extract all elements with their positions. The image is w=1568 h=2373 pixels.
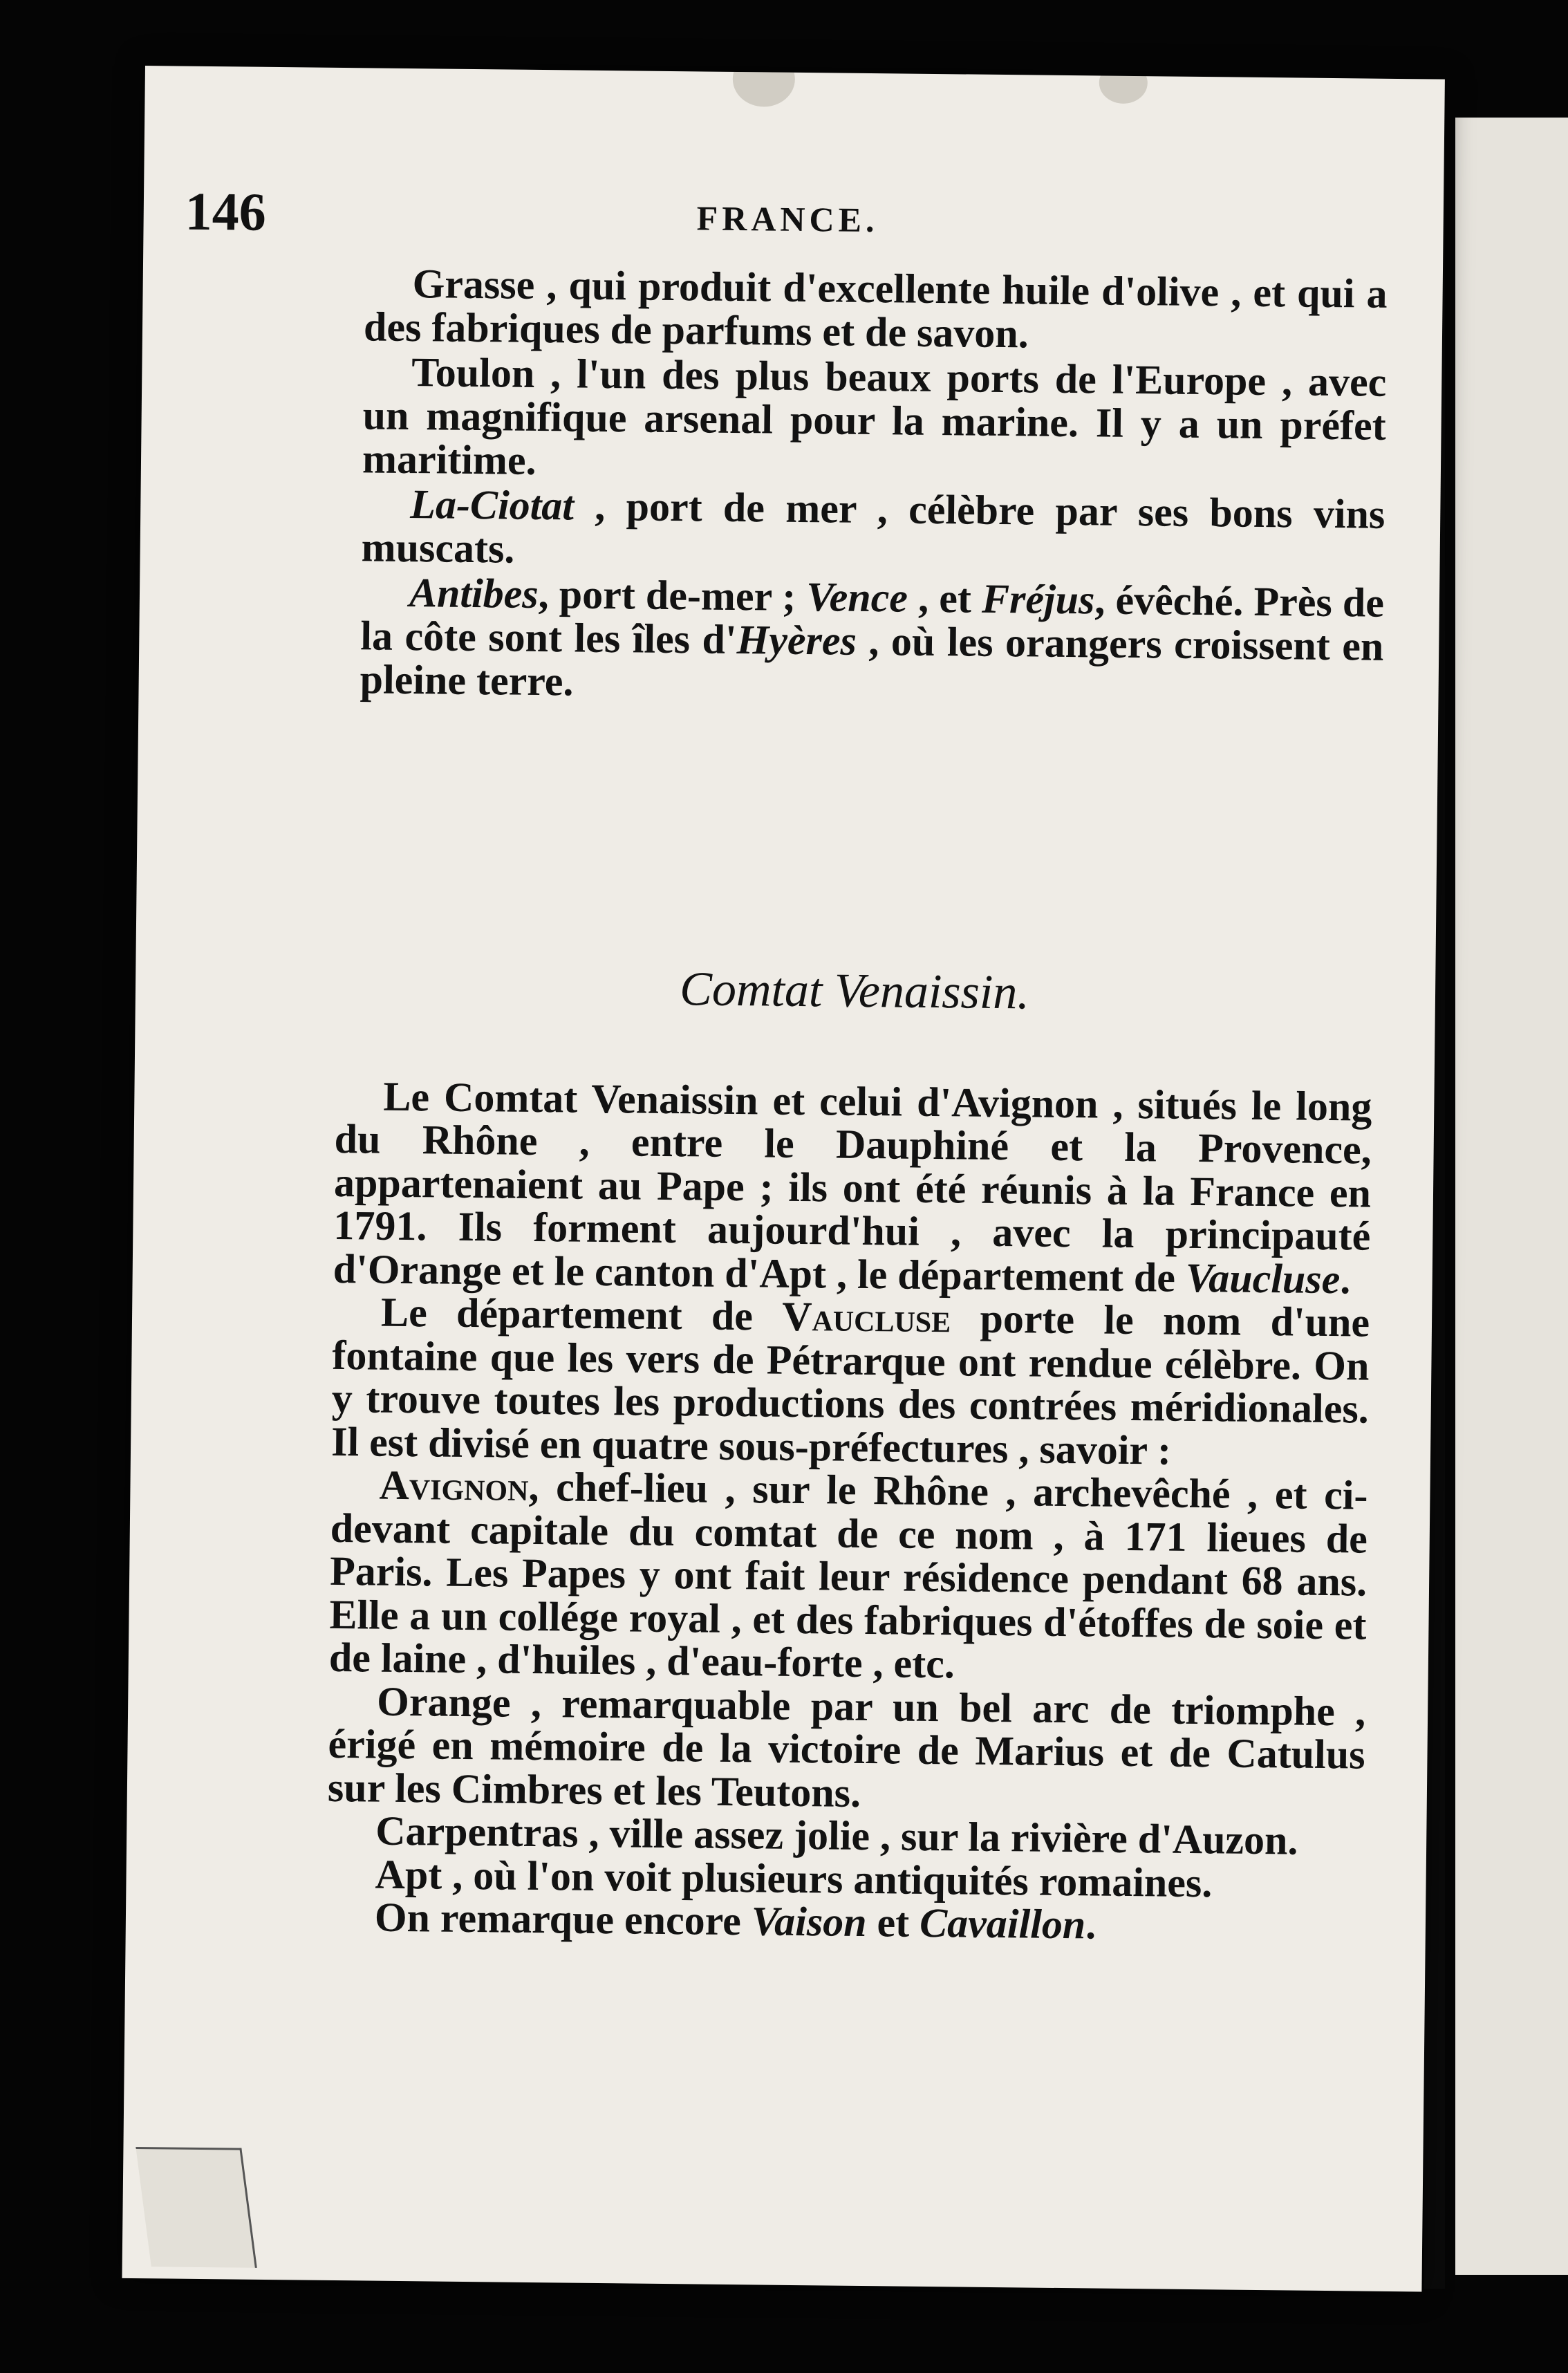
paragraph-vaucluse: Le département de Vaucluse porte le nom d'une fontaine que les vers de Pétrarque ont rendue célèbre. On y trouve toutes les productions des contrées méridionales. Il est divisé en quatre sous-préfectures , savoir : — [330, 1289, 1370, 1473]
paragraph-orange: Orange , remarquable par un bel arc de triomphe , érigé en mémoire de la victoire de Marius et de Catulus sur les Cimbres et les Teutons. — [327, 1678, 1366, 1816]
paragraph-apt: Apt , où l'on voit plusieurs antiquités romaines. — [375, 1851, 1213, 1906]
page-number: 146 — [185, 180, 267, 242]
paragraph-comtat-intro: Le Comtat Venaissin et celui d'Avignon , situés le long du Rhône , entre le Dauphiné et la Provence, appartenaient au Pape ; ils ont été réunis à la France en 1791. Ils forment aujourd'hui , avec la principauté d'Orange et le canton d'Apt , le département de Vaucluse. — [333, 1073, 1372, 1302]
paragraph-toulon: Toulon , l'un des plus beaux ports de l'Europe , avec un magnifique arsenal pour la marine. Il y a un préfet maritime. — [362, 349, 1387, 483]
section-comtat-venaissin — [326, 901, 1374, 1949]
place-la-ciotat: La-Ciotat — [410, 481, 575, 529]
section-provence-cities — [360, 261, 1388, 711]
paragraph-vaison-cavaillon: On remarque encore Vaison et Cavaillon. — [374, 1894, 1096, 1948]
page-header — [185, 180, 1361, 269]
paragraph-avignon: Avignon, chef-lieu , sur le Rhône , archevêché , et ci-devant capitale du comtat de ce nom , à 171 lieues de Paris. Les Papes y ont fait leur résidence pendant 68 ans. Elle a un collége royal , et des fabriques d'étoffes de soie et de laine , d'huiles , d'eau-forte , etc. — [328, 1462, 1368, 1687]
section-title: Comtat Venaissin. — [679, 962, 1030, 1020]
paragraph-antibes: Antibes, port de-mer ; Vence , et Fréjus, évêché. Près de la côte sont les îles d'Hyères , où les orangers croissent en pleine terre. — [360, 570, 1385, 705]
paper-stain — [1099, 66, 1148, 104]
book-page — [122, 66, 1444, 2292]
paragraph-la-ciotat: La-Ciotat , port de mer , célèbre par ses bons vins muscats. — [361, 481, 1385, 572]
paragraph-grasse: Grasse , qui produit d'excellente huile d'olive , et qui a des fabriques de parfums et de savon. — [363, 261, 1388, 357]
folded-corner — [136, 2147, 256, 2268]
facing-page-edge — [1455, 118, 1568, 2275]
paper-stain — [732, 66, 795, 107]
running-head: FRANCE. — [696, 198, 879, 240]
paragraph-carpentras: Carpentras , ville assez jolie , sur la rivière d'Auzon. — [375, 1807, 1298, 1863]
